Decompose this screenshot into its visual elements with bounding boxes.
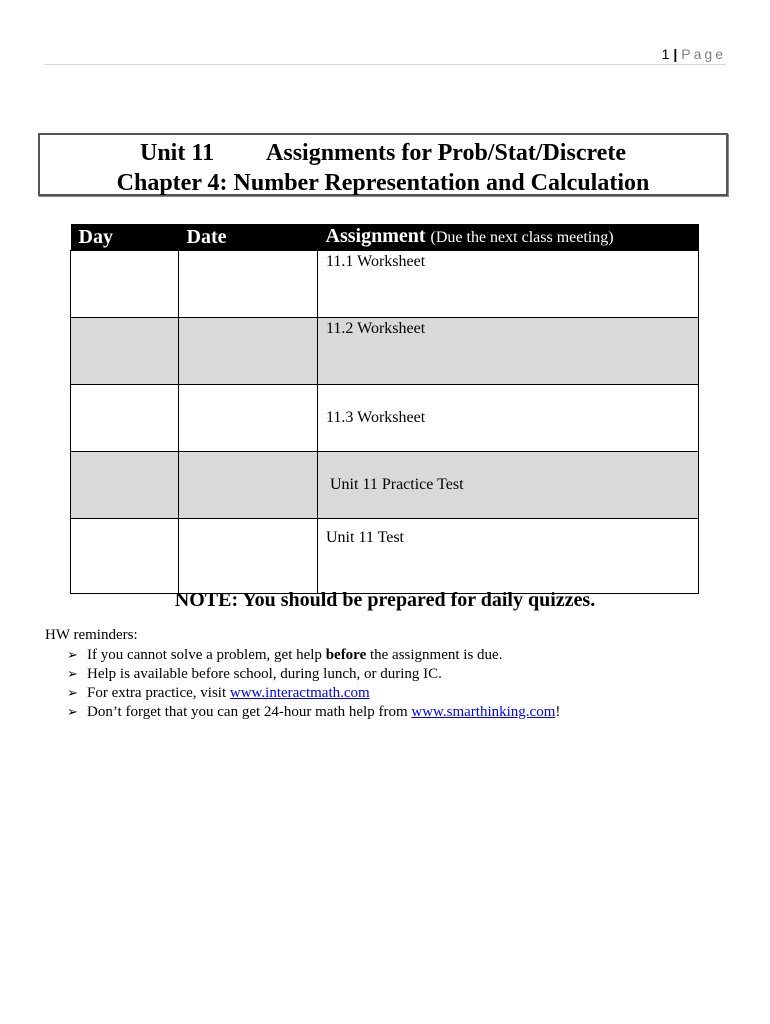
assignment-cell: 11.3 Worksheet bbox=[318, 385, 699, 452]
day-cell bbox=[71, 251, 179, 318]
assignment-table bbox=[70, 224, 699, 594]
assignment-cell: 11.1 Worksheet bbox=[318, 251, 699, 318]
day-cell bbox=[71, 452, 179, 519]
table-header-row bbox=[71, 224, 699, 251]
arrow-bullet-icon: ➢ bbox=[67, 667, 78, 682]
date-cell bbox=[179, 318, 318, 385]
emphasis-before: before bbox=[325, 647, 367, 663]
day-cell bbox=[71, 519, 179, 594]
table-row bbox=[71, 385, 699, 452]
quiz-note: NOTE: You should be prepared for daily quizzes. bbox=[174, 589, 596, 611]
header-day: Day bbox=[71, 224, 179, 251]
date-cell bbox=[179, 251, 318, 318]
title-line-1 bbox=[40, 138, 726, 168]
page-separator: | bbox=[673, 46, 679, 62]
date-cell bbox=[179, 519, 318, 594]
arrow-bullet-icon: ➢ bbox=[67, 648, 78, 663]
arrow-bullet-icon: ➢ bbox=[67, 686, 78, 701]
hw-reminders-title: HW reminders: bbox=[45, 627, 138, 643]
title-heading: Assignments for Prob/Stat/Discrete bbox=[266, 140, 626, 166]
assignment-cell: 11.2 Worksheet bbox=[318, 318, 699, 385]
header-assignment-note: (Due the next class meeting) bbox=[430, 229, 614, 246]
table-row bbox=[71, 519, 699, 594]
page-word: Page bbox=[681, 46, 726, 62]
reminder-list bbox=[45, 646, 560, 722]
list-item: ➢ Don’t forget that you can get 24-hour math help from www.smarthinking.com! bbox=[67, 704, 561, 720]
header-date: Date bbox=[179, 224, 318, 251]
arrow-bullet-icon: ➢ bbox=[67, 705, 78, 720]
hw-reminders bbox=[45, 627, 560, 722]
list-item: ➢ Help is available before school, during lunch, or during IC. bbox=[67, 666, 442, 682]
assignment-cell: Unit 11 Test bbox=[318, 519, 699, 594]
page-number: 1 bbox=[661, 46, 671, 62]
chapter-title: Chapter 4: Number Representation and Calculation bbox=[116, 170, 650, 196]
list-item: ➢ If you cannot solve a problem, get help before the assignment is due. bbox=[67, 647, 503, 663]
table-row bbox=[71, 318, 699, 385]
interactmath-link[interactable]: www.interactmath.com bbox=[229, 685, 370, 701]
page-header bbox=[662, 46, 726, 62]
list-item: ➢ For extra practice, visit www.interactmath.com bbox=[67, 685, 370, 701]
header-rule bbox=[44, 64, 726, 65]
day-cell bbox=[71, 385, 179, 452]
table-row bbox=[71, 452, 699, 519]
date-cell bbox=[179, 385, 318, 452]
header-assignment bbox=[318, 224, 699, 251]
title-box bbox=[38, 133, 728, 196]
header-assignment-label: Assignment bbox=[325, 225, 426, 247]
smarthinking-link[interactable]: www.smarthinking.com bbox=[411, 704, 556, 720]
table-row bbox=[71, 251, 699, 318]
assignment-cell: Unit 11 Practice Test bbox=[318, 452, 699, 519]
day-cell bbox=[71, 318, 179, 385]
unit-label: Unit 11 bbox=[140, 140, 215, 166]
date-cell bbox=[179, 452, 318, 519]
